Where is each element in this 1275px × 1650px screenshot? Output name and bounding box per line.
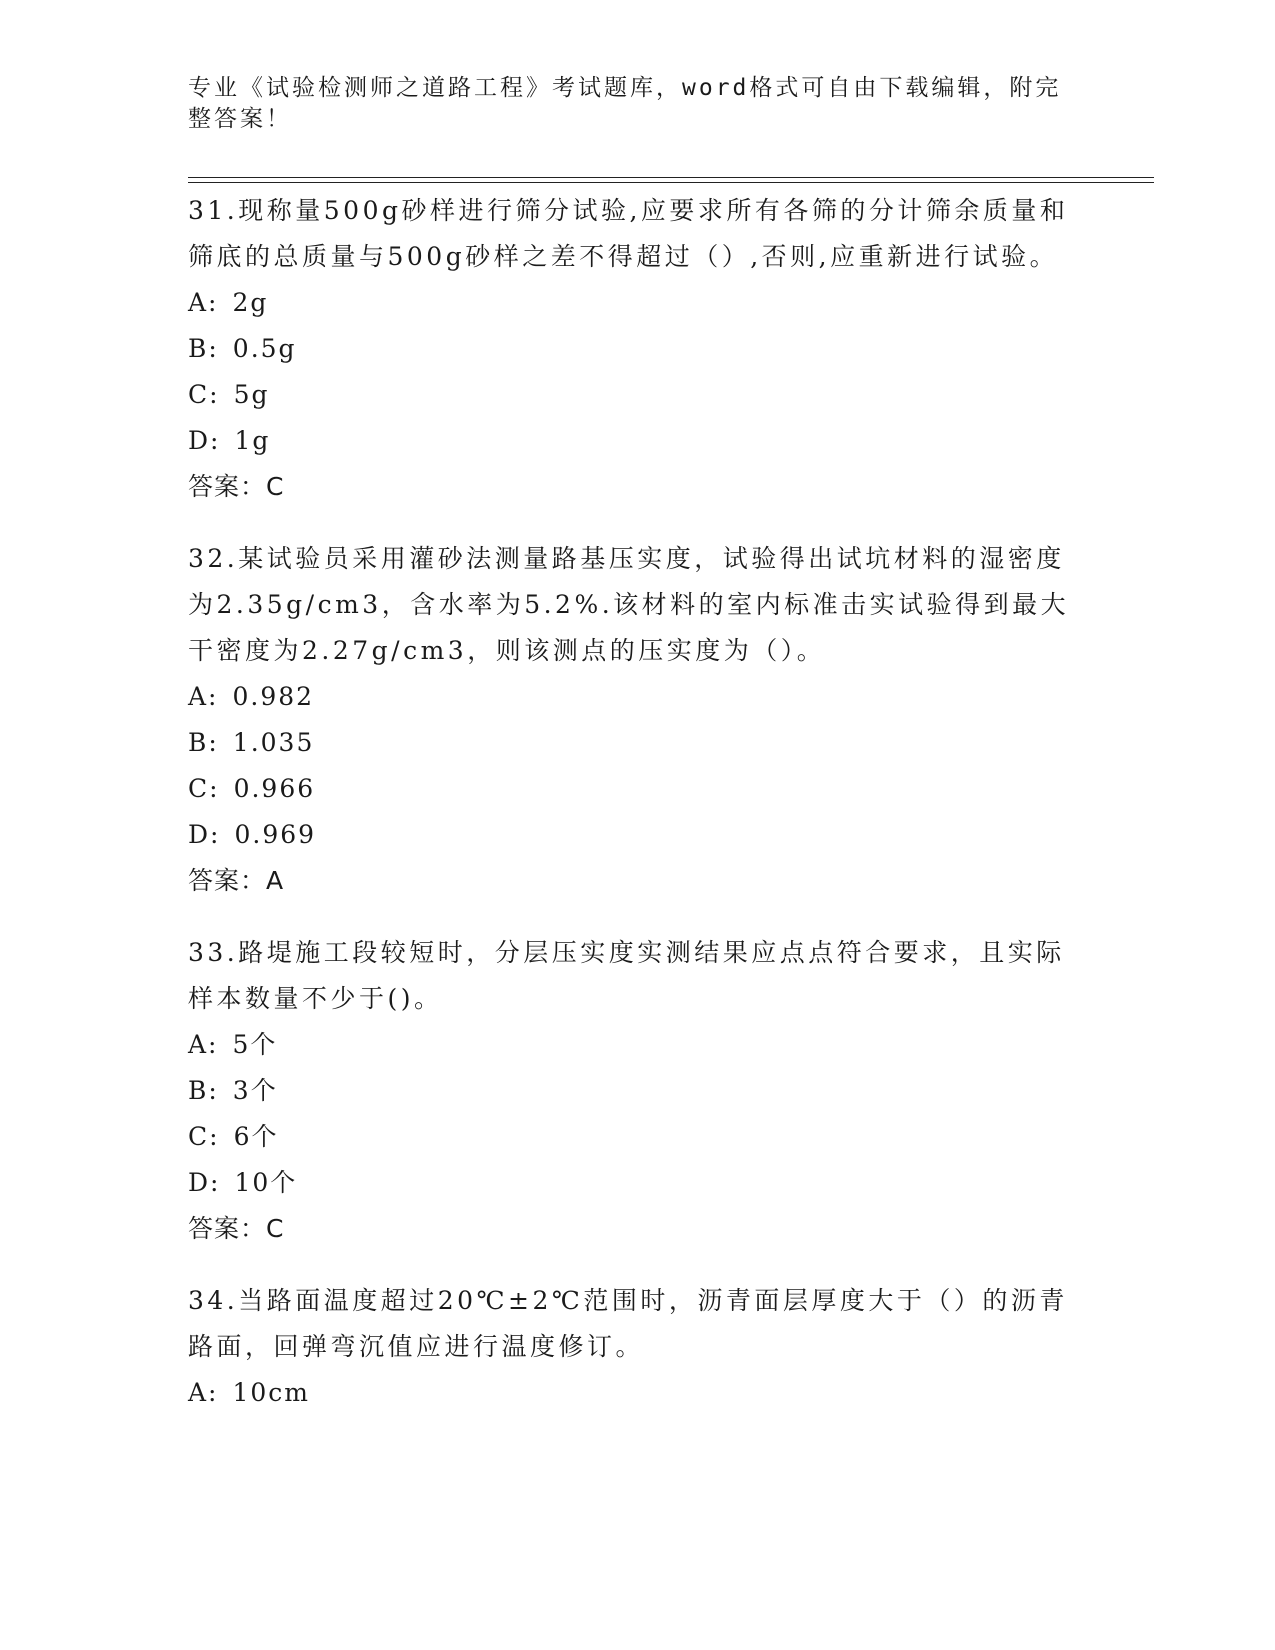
option-label: B: [188, 728, 219, 757]
option-label: A: [188, 288, 219, 317]
option-label: C: [188, 774, 220, 803]
option-text: 1g [234, 426, 271, 455]
option-b [188, 720, 1088, 766]
answer-line: 答案：C [188, 472, 285, 501]
option-text: 5个 [232, 1030, 278, 1059]
option-a [188, 1022, 1088, 1068]
option-text: 10个 [234, 1168, 298, 1197]
option-label: A: [188, 1378, 219, 1407]
document-header: 专业《试验检测师之道路工程》考试题库，word格式可自由下载编辑，附完整答案！ [188, 75, 1062, 132]
header-rule-bottom [188, 182, 1154, 183]
question-stem: 31.现称量500g砂样进行筛分试验,应要求所有各筛的分计筛余质量和筛底的总质量与500g砂样之差不得超过（）,否则,应重新进行试验。 [188, 196, 1069, 271]
option-label: B: [188, 334, 219, 363]
option-label: C: [188, 1122, 220, 1151]
option-text: 0.5g [232, 334, 297, 363]
option-c [188, 1114, 1088, 1160]
question-33 [188, 930, 1088, 1252]
question-stem: 34.当路面温度超过20℃±2℃范围时，沥青面层厚度大于（）的沥青路面，回弹弯沉值应进行温度修订。 [188, 1286, 1068, 1361]
option-text: 1.035 [232, 728, 315, 757]
option-label: D: [188, 820, 221, 849]
option-text: 6个 [233, 1122, 279, 1151]
option-text: 0.966 [233, 774, 316, 803]
option-label: D: [188, 1168, 221, 1197]
option-text: 0.982 [232, 682, 315, 711]
option-text: 10cm [232, 1378, 311, 1407]
question-34 [188, 1278, 1088, 1416]
option-label: A: [188, 682, 219, 711]
option-label: D: [188, 426, 221, 455]
option-a [188, 280, 1088, 326]
option-d [188, 812, 1088, 858]
option-b [188, 1068, 1088, 1114]
option-text: 5g [233, 380, 270, 409]
question-stem: 33.路堤施工段较短时，分层压实度实测结果应点点符合要求，且实际样本数量不少于()。 [188, 938, 1065, 1013]
option-a [188, 1370, 1088, 1416]
option-c [188, 372, 1088, 418]
option-label: C: [188, 380, 220, 409]
option-b [188, 326, 1088, 372]
header-rule-top [188, 177, 1154, 178]
answer-line: 答案：A [188, 866, 285, 895]
option-a [188, 674, 1088, 720]
option-text: 3个 [232, 1076, 278, 1105]
option-label: B: [188, 1076, 219, 1105]
question-stem: 32.某试验员采用灌砂法测量路基压实度，试验得出试坑材料的湿密度为2.35g/cm3，含水率为5.2%.该材料的室内标准击实试验得到最大干密度为2.27g/cm3，则该测点的压实度为（）。 [188, 544, 1070, 665]
option-label: A: [188, 1030, 219, 1059]
question-31 [188, 188, 1088, 510]
option-c [188, 766, 1088, 812]
option-text: 2g [232, 288, 269, 317]
question-32 [188, 536, 1088, 904]
answer-line: 答案：C [188, 1214, 285, 1243]
question-list [188, 188, 1088, 1442]
option-d [188, 418, 1088, 464]
option-d [188, 1160, 1088, 1206]
option-text: 0.969 [234, 820, 317, 849]
